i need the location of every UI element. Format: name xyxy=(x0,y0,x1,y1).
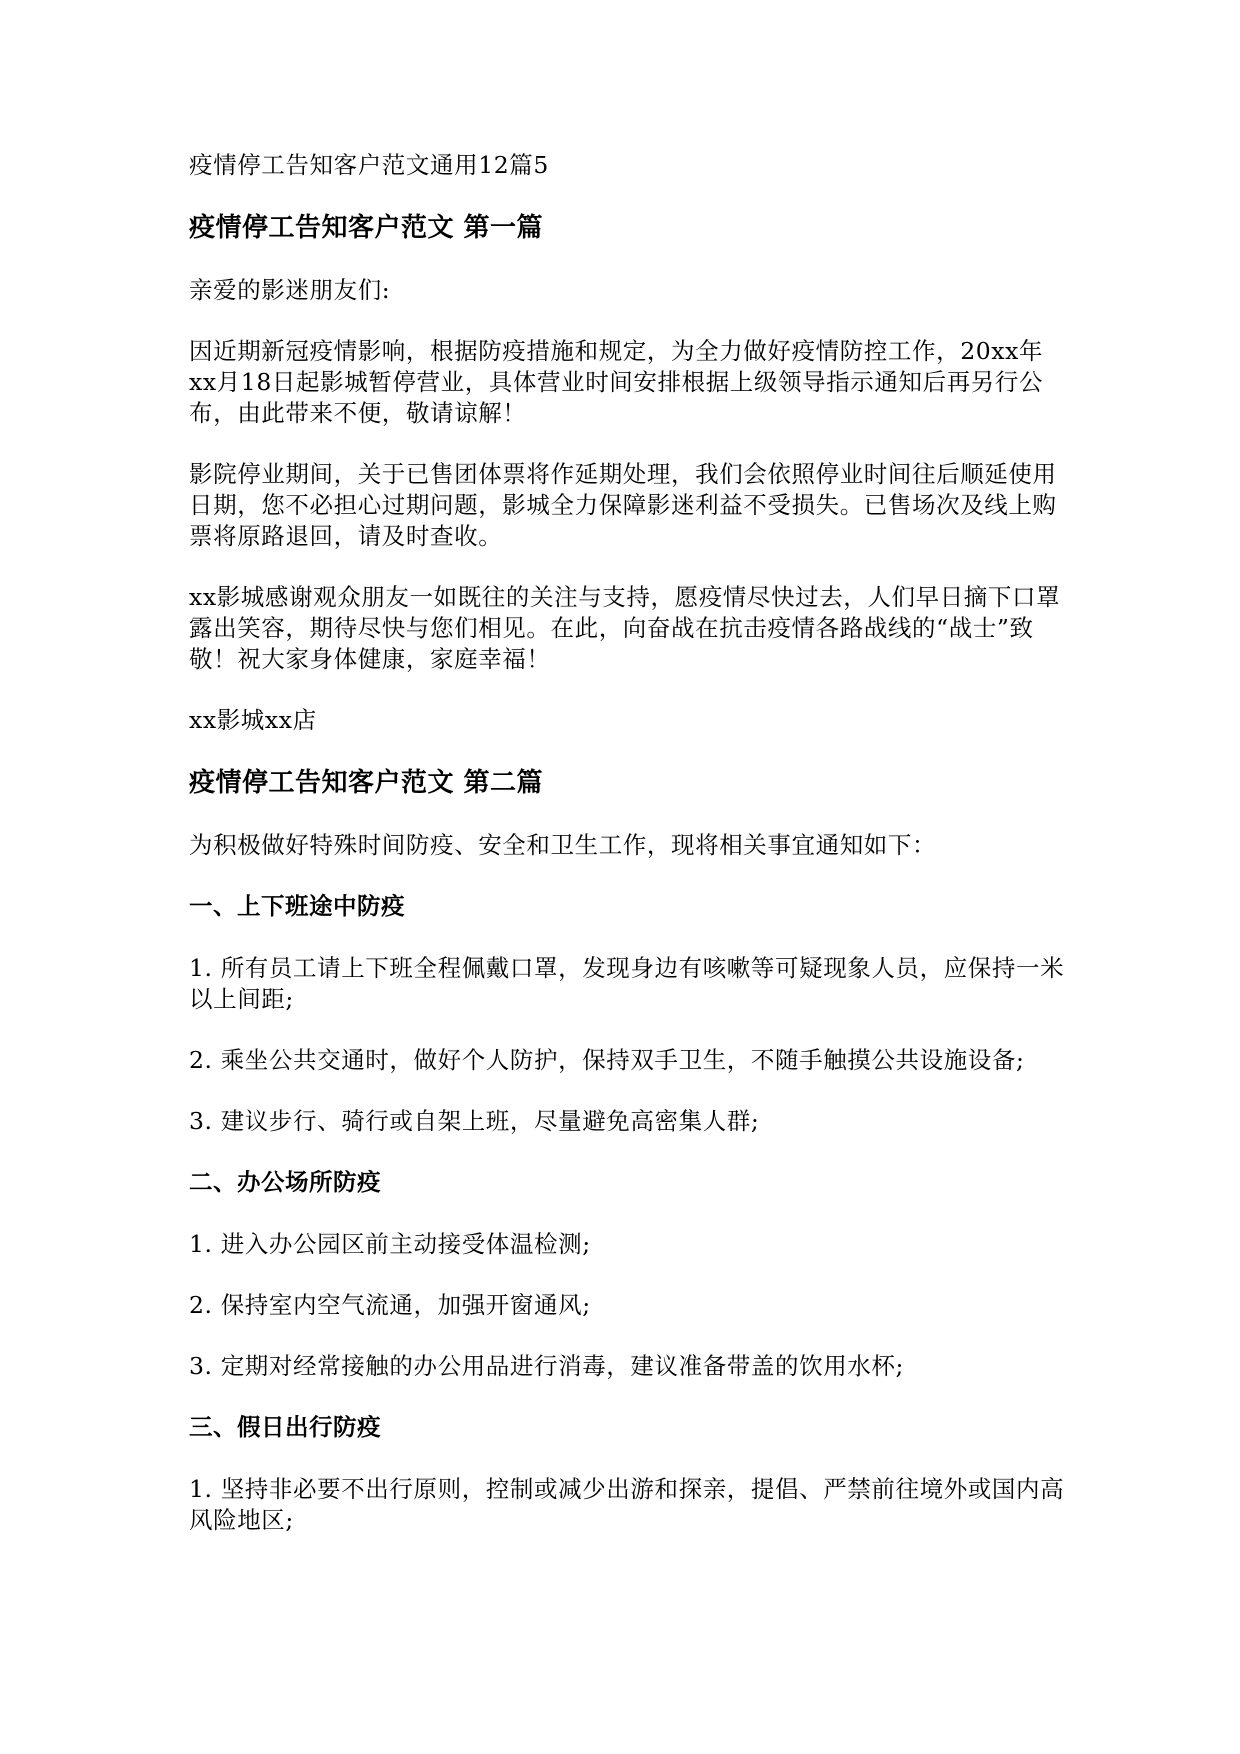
list-item: 1. 所有员工请上下班全程佩戴口罩，发现身边有咳嗽等可疑现象人员，应保持一米以上间距; xyxy=(189,954,1065,1013)
part1-title: 一、上下班途中防疫 xyxy=(189,892,405,920)
list-item: 2. 乘坐公共交通时，做好个人防护，保持双手卫生，不随手触摸公共设施设备; xyxy=(189,1046,1025,1074)
section1-paragraph-1: 因近期新冠疫情影响，根据防疫措施和规定，为全力做好疫情防控工作，20xx年xx月18日起影城暂停营业，具体营业时间安排根据上级领导指示通知后再另行公布，由此带来不便，敬请谅解！ xyxy=(189,337,1044,427)
section2-heading: 疫情停工告知客户范文 第二篇 xyxy=(189,768,544,798)
section2-intro: 为积极做好特殊时间防疫、安全和卫生工作，现将相关事宜通知如下： xyxy=(189,831,937,859)
list-item: 2. 保持室内空气流通，加强开窗通风; xyxy=(189,1291,591,1319)
section1-signature: xx影城xx店 xyxy=(189,706,317,734)
list-item: 1. 坚持非必要不出行原则，控制或减少出游和探亲，提倡、严禁前往境外或国内高风险地区; xyxy=(189,1475,1065,1534)
document-title: 疫情停工告知客户范文通用12篇5 xyxy=(189,151,549,179)
list-item: 1. 进入办公园区前主动接受体温检测; xyxy=(189,1230,591,1258)
part3-title: 三、假日出行防疫 xyxy=(189,1413,381,1441)
part2-title: 二、办公场所防疫 xyxy=(189,1168,381,1196)
section1-paragraph-3: xx影城感谢观众朋友一如既往的关注与支持，愿疫情尽快过去，人们早日摘下口罩露出笑容，期待尽快与您们相见。在此，向奋战在抗击疫情各路战线的“战士”致敬！祝大家身体健康，家庭幸福！ xyxy=(189,583,1061,673)
document-page xyxy=(189,150,1069,1566)
list-item: 3. 建议步行、骑行或自架上班，尽量避免高密集人群; xyxy=(189,1107,760,1135)
section1-paragraph-2: 影院停业期间，关于已售团体票将作延期处理，我们会依照停业时间往后顺延使用日期，您不必担心过期问题，影城全力保障影迷利益不受损失。已售场次及线上购票将原路退回，请及时查收。 xyxy=(189,460,1057,550)
list-item: 3. 定期对经常接触的办公用品进行消毒，建议准备带盖的饮用水杯; xyxy=(189,1352,905,1380)
section1-greeting: 亲爱的影迷朋友们: xyxy=(189,276,391,304)
section1-heading: 疫情停工告知客户范文 第一篇 xyxy=(189,213,544,243)
